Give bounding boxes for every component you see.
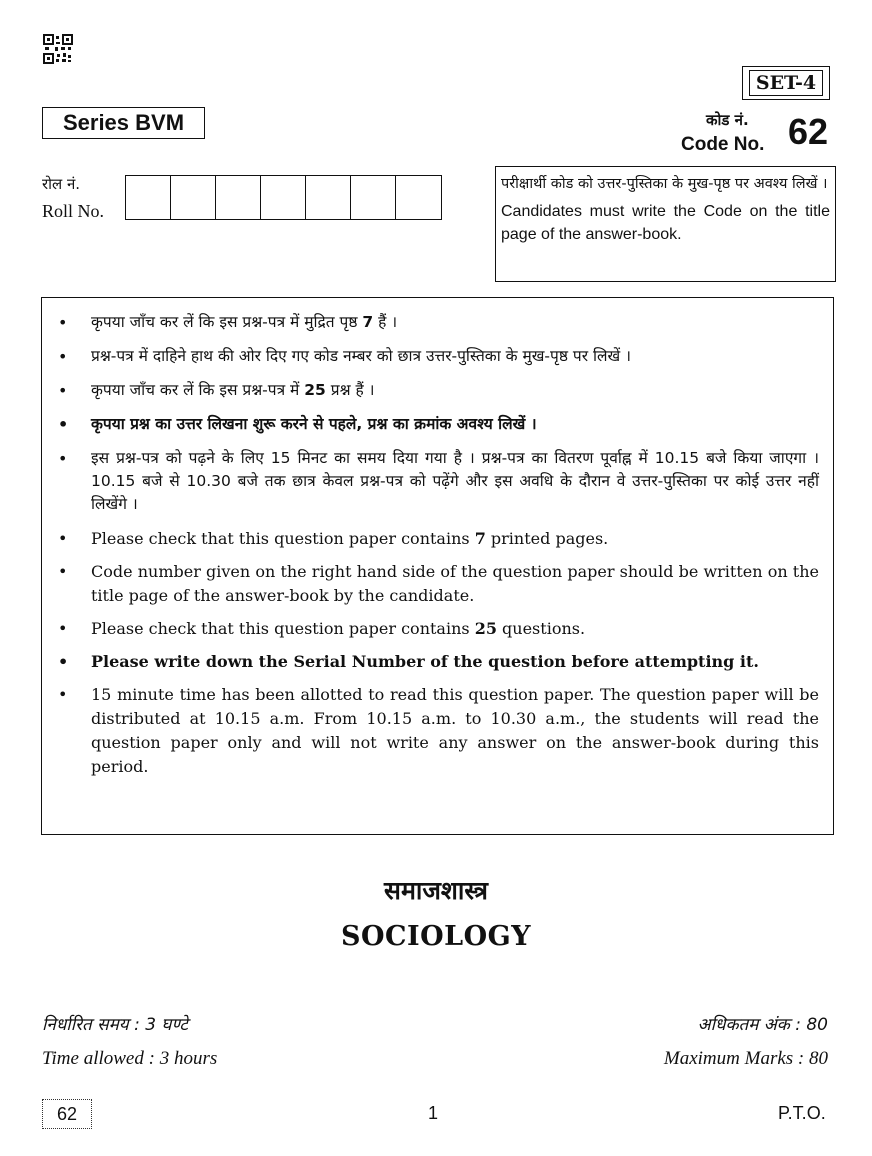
code-label-english: Code No. — [681, 134, 765, 155]
code-label-hindi: कोड नं. — [706, 111, 749, 129]
instruction-item: • कृपया जाँच कर लें कि इस प्रश्न-पत्र में मुद्रित पृष्ठ 7 हैं । — [58, 313, 398, 332]
subject-title-hindi: समाजशास्त्र — [384, 876, 488, 905]
bullet-icon: • — [58, 685, 68, 704]
instruction-item: • Code number given on the right hand side of the question paper should be written on the title page of the answer-book by the candidate. — [58, 562, 819, 605]
set-label: SET-4 — [749, 70, 823, 96]
bullet-icon: • — [58, 562, 68, 581]
instruction-item: • कृपया प्रश्न का उत्तर लिखना शुरू करने से पहले, प्रश्न का क्रमांक अवश्य लिखें । — [58, 415, 537, 434]
qr-code-icon — [43, 34, 73, 64]
roll-digit-box[interactable] — [261, 176, 306, 219]
instruction-item: • Please check that this question paper contains 7 printed pages. — [56, 527, 819, 551]
roll-digit-box[interactable] — [396, 176, 441, 219]
series-label: Series BVM — [42, 107, 205, 139]
candidate-code-note — [495, 166, 836, 282]
bullet-icon: • — [58, 619, 68, 638]
time-allowed-hindi: निर्धारित समय : 3 घण्टे — [42, 1015, 188, 1035]
time-allowed-english: Time allowed : 3 hours — [42, 1048, 218, 1069]
maximum-marks-english: Maximum Marks : 80 — [663, 1048, 828, 1069]
bullet-icon: • — [58, 415, 69, 434]
instruction-item: • Please check that this question paper contains 25 questions. — [56, 617, 819, 641]
roll-digit-box[interactable] — [171, 176, 216, 219]
bullet-icon: • — [58, 529, 68, 548]
roll-digit-box[interactable] — [351, 176, 396, 219]
set-number-box — [742, 66, 830, 100]
instructions-box — [41, 297, 834, 835]
candidate-note-english: Candidates must write the Code on the title page of the answer-book. — [501, 203, 830, 243]
candidate-note-hindi: परीक्षार्थी कोड को उत्तर-पुस्तिका के मुख-पृष्ठ पर अवश्य लिखें । — [501, 176, 828, 192]
page-number: 1 — [428, 1103, 439, 1123]
instruction-item: • कृपया जाँच कर लें कि इस प्रश्न-पत्र में 25 प्रश्न हैं । — [58, 381, 375, 400]
roll-label-english: Roll No. — [42, 201, 105, 221]
bullet-icon: • — [58, 313, 68, 332]
maximum-marks-hindi: अधिकतम अंक : 80 — [697, 1015, 828, 1035]
instruction-item: • प्रश्न-पत्र में दाहिने हाथ की ओर दिए गए कोड नम्बर को छात्र उत्तर-पुस्तिका के मुख-पृष्ठ पर लिखें । — [58, 347, 631, 366]
bullet-icon: • — [58, 381, 68, 400]
roll-digit-box[interactable] — [216, 176, 261, 219]
subject-title-english: SOCIOLOGY — [341, 921, 531, 952]
roll-digit-box[interactable] — [306, 176, 351, 219]
bullet-icon: • — [58, 449, 68, 468]
bullet-icon: • — [58, 652, 69, 671]
instruction-item: • इस प्रश्न-पत्र को पढ़ने के लिए 15 मिनट का समय दिया गया है । प्रश्न-पत्र का वितरण पूर्वाह्न में 10.15 बजे किया जाएगा । 10.15 बजे से 10.30 बजे तक छात्र केवल प्रश्न-पत्र को पढ़ेंगे और इस अवधि के दौरान वे उत्तर-पुस्तिका पर कोई उत्तर नहीं लिखेंगे । — [58, 449, 819, 513]
pto-label: P.T.O. — [778, 1103, 826, 1123]
roll-digit-box[interactable] — [126, 176, 171, 219]
roll-number-boxes — [125, 175, 442, 220]
code-number: 62 — [788, 111, 829, 152]
footer-code: 62 — [42, 1099, 92, 1129]
roll-label-hindi: रोल नं. — [42, 175, 81, 193]
instruction-item: • Please write down the Serial Number of the question before attempting it. — [56, 650, 819, 674]
instruction-item: • 15 minute time has been allotted to read this question paper. The question paper will be distributed at 10.15 a.m. From 10.15 a.m. to 10.30 a.m., the students will read the question paper only and will not write any answer on the answer-book during this period. — [58, 685, 819, 776]
bullet-icon: • — [58, 347, 68, 366]
